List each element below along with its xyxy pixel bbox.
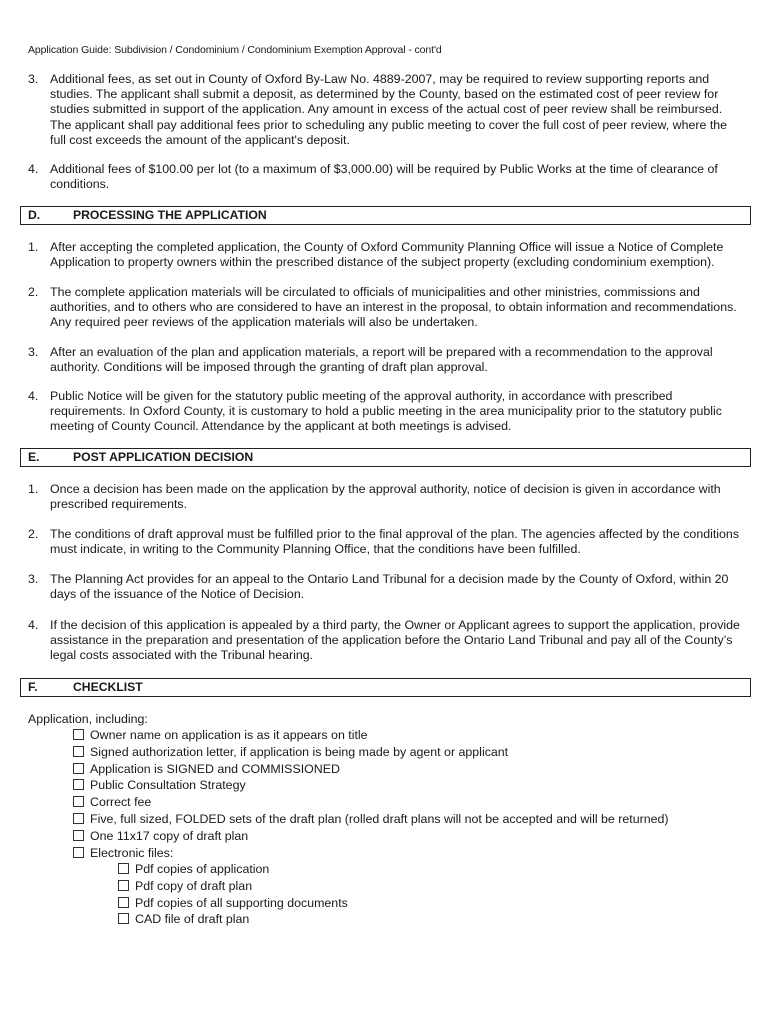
- checklist-item-label: Pdf copy of draft plan: [135, 878, 253, 893]
- checklist-item[interactable]: [73, 744, 669, 761]
- checkbox[interactable]: [118, 913, 129, 924]
- checklist-item-label: Owner name on application is as it appears on title: [90, 728, 368, 742]
- checklist-item-label: Five, full sized, FOLDED sets of the draft plan (rolled draft plans will not be accepted and will be returned): [90, 811, 669, 826]
- checklist-item-label: Application is SIGNED and COMMISSIONED: [90, 761, 340, 776]
- item-number: 1.: [28, 482, 39, 496]
- item-text: The Planning Act provides for an appeal to the Ontario Land Tribunal for a decision made by the County of Oxford, within 20 days of the issuance of the Notice of Decision.: [50, 572, 729, 602]
- item-text: Once a decision has been made on the application by the approval authority, notice of decision is given in accordance with prescribed requirements.: [50, 482, 721, 512]
- checklist-item-label: CAD file of draft plan: [135, 912, 250, 927]
- checkbox[interactable]: [118, 897, 129, 908]
- section-e-header: [20, 448, 751, 467]
- checklist-item-label: Electronic files:: [90, 845, 174, 860]
- checklist-item[interactable]: [73, 727, 669, 744]
- item-text: Additional fees of $100.00 per lot (to a maximum of $3,000.00) will be required by Public Works at the time of clearance of conditions.: [50, 162, 718, 192]
- section-title: CHECKLIST: [73, 680, 143, 694]
- checklist-subitem[interactable]: [118, 911, 348, 928]
- checklist-item[interactable]: [73, 811, 669, 828]
- item-text: After an evaluation of the plan and application materials, a report will be prepared with a recommendation to the approval authority. Conditions will be imposed through the granting of draft plan approval.: [50, 345, 713, 375]
- list-item: [28, 240, 742, 270]
- item-text: The complete application materials will be circulated to officials of municipalities and other ministries, commissions and authorities, and to others who are considered to have an interest in the proposal, to obtain information and recommendations. Any required peer reviews of the application materials will also be undertaken.: [50, 285, 737, 330]
- checklist-item-label: One 11x17 copy of draft plan: [90, 828, 249, 843]
- checklist-item[interactable]: [73, 828, 669, 845]
- list-item: [28, 618, 742, 664]
- checkbox[interactable]: [73, 796, 84, 807]
- checkbox[interactable]: [73, 746, 84, 757]
- checklist-subitem[interactable]: [118, 861, 348, 878]
- list-item: [28, 572, 742, 602]
- list-item: [28, 285, 742, 331]
- checklist-item[interactable]: [73, 794, 669, 811]
- list-item: [28, 527, 742, 557]
- checklist-item-label: Pdf copies of all supporting documents: [135, 895, 348, 910]
- item-number: 3.: [28, 72, 39, 86]
- checklist-sublist: [118, 861, 348, 928]
- item-text: Additional fees, as set out in County of Oxford By-Law No. 4889-2007, may be required to review supporting reports and studies. The applicant shall submit a deposit, as determined by the County, based on the estimated cost of peer review for studies submitted in support of the application. Any amount in excess of the actual cost of peer review shall be reimbursed. The applicant shall pay additional fees prior to scheduling any public meeting to cover the full cost of peer review, where the full cost exceeds the amount of the applicant's deposit.: [50, 72, 728, 147]
- fees-list: [28, 162, 742, 192]
- item-number: 2.: [28, 527, 39, 541]
- checkbox[interactable]: [118, 863, 129, 874]
- item-number: 4.: [28, 162, 39, 176]
- section-f-header: [20, 678, 751, 697]
- section-letter: E.: [28, 450, 40, 464]
- checklist-item-label: Correct fee: [90, 795, 152, 810]
- item-text: The conditions of draft approval must be fulfilled prior to the final approval of the plan. The agencies affected by the conditions must indicate, in writing to the Community Planning Office, that the conditions have been fulfilled.: [50, 527, 740, 557]
- checklist-subitem[interactable]: [118, 878, 348, 895]
- checklist-intro: Application, including:: [28, 712, 148, 726]
- list-item: [28, 482, 742, 512]
- checkbox[interactable]: [118, 880, 129, 891]
- checklist-item[interactable]: [73, 777, 669, 794]
- section-d-header: [20, 206, 751, 225]
- checklist-item[interactable]: [73, 845, 669, 862]
- section-letter: D.: [28, 208, 41, 222]
- checklist-item-label: Signed authorization letter, if application is being made by agent or applicant: [90, 744, 509, 759]
- checkbox[interactable]: [73, 779, 84, 790]
- checkbox[interactable]: [73, 847, 84, 858]
- item-text: Public Notice will be given for the statutory public meeting of the approval authority, in accordance with prescribed requirements. In Oxford County, it is customary to hold a public meeting in the area municipality prior to the statutory public meeting of County Council. Attendance by the applicant at both meetings is advised.: [50, 389, 722, 434]
- list-item: [28, 162, 742, 192]
- checklist-item-label: Public Consultation Strategy: [90, 778, 246, 793]
- checkbox[interactable]: [73, 729, 84, 740]
- list-item: [28, 345, 742, 375]
- item-number: 1.: [28, 240, 39, 254]
- checklist-subitem[interactable]: [118, 895, 348, 912]
- list-item: [28, 72, 742, 148]
- section-letter: F.: [28, 680, 38, 694]
- checkbox[interactable]: [73, 763, 84, 774]
- checkbox[interactable]: [73, 830, 84, 841]
- item-number: 4.: [28, 389, 39, 403]
- checkbox[interactable]: [73, 813, 84, 824]
- section-title: PROCESSING THE APPLICATION: [73, 208, 267, 222]
- item-text: If the decision of this application is appealed by a third party, the Owner or Applicant agrees to support the application, provide assistance in the preparation and presentation of the application before the Ontario Land Tribunal and pay all of the County’s legal costs associated with the Tribunal hearing.: [50, 618, 740, 663]
- checklist: [73, 727, 669, 861]
- list-item: [28, 389, 742, 435]
- item-number: 3.: [28, 345, 39, 359]
- fees-list: [28, 72, 742, 148]
- item-text: After accepting the completed application, the County of Oxford Community Planning Office will issue a Notice of Complete Application to property owners within the prescribed distance of the subject property (excluding condominium exemption).: [50, 240, 724, 270]
- item-number: 2.: [28, 285, 39, 299]
- item-number: 4.: [28, 618, 39, 632]
- page-header: Application Guide: Subdivision / Condominium / Condominium Exemption Approval - cont'd: [28, 44, 442, 56]
- checklist-item-label: Pdf copies of application: [135, 862, 270, 876]
- checklist-item[interactable]: [73, 761, 669, 778]
- section-title: POST APPLICATION DECISION: [73, 450, 254, 464]
- item-number: 3.: [28, 572, 39, 586]
